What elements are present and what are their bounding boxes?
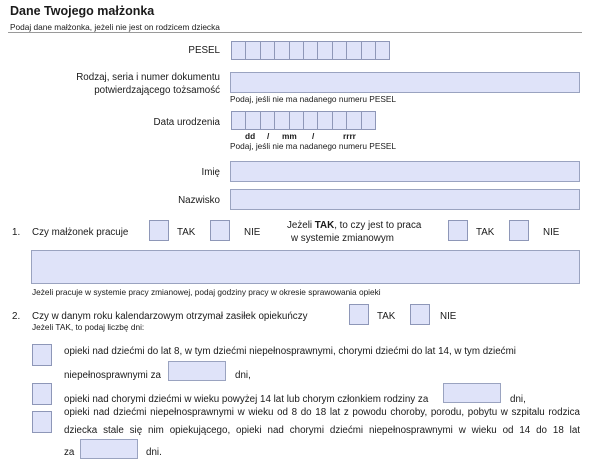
last-name-label: Nazwisko — [178, 195, 220, 206]
q1-shift-question-line2: w systemie zmianowym — [291, 233, 394, 244]
q1-shift-yes-label: TAK — [476, 227, 495, 238]
q1-shift-no-checkbox[interactable] — [509, 220, 529, 241]
q1-question: Czy małżonek pracuje — [32, 227, 129, 238]
birth-date-cell[interactable] — [289, 111, 304, 130]
doc-label-line2: potwierdzającego tożsamość — [94, 85, 220, 96]
pesel-cell[interactable] — [303, 41, 318, 60]
pesel-label: PESEL — [188, 45, 220, 56]
q2-option1-days-input[interactable] — [168, 361, 226, 381]
birth-date-cell[interactable] — [346, 111, 361, 130]
q2-option1-text-line2: niepełnosprawnymi za — [64, 370, 161, 381]
work-hours-input[interactable] — [31, 250, 580, 284]
q2-option2-text: opieki nad chorymi dziećmi w wieku powyżej 14 lat lub chorym członkiem rodziny za — [64, 394, 429, 405]
rrrr-hint: rrrr — [343, 131, 356, 141]
pesel-input[interactable] — [231, 41, 389, 60]
q2-no-label: NIE — [440, 311, 457, 322]
doc-hint: Podaj, jeśli nie ma nadanego numeru PESEL — [230, 94, 397, 104]
pesel-cell[interactable] — [260, 41, 275, 60]
q2-yes-checkbox[interactable] — [349, 304, 369, 325]
q2-number: 2. — [12, 311, 21, 322]
date-separator: / — [312, 131, 315, 141]
q2-option3-text-line3: za — [64, 447, 75, 458]
doc-label-line1: Rodzaj, seria i numer dokumentu — [76, 72, 220, 83]
q1-hint: Jeżeli pracuje w systemie pracy zmianowej, podaj godziny pracy w okresie sprawowania opieki — [32, 287, 381, 297]
section-subtitle: Podaj dane małżonka, jeżeli nie jest on rodzicem dziecka — [10, 22, 220, 32]
last-name-input[interactable] — [230, 189, 580, 210]
birth-date-cell[interactable] — [332, 111, 347, 130]
section-title: Dane Twojego małżonka — [10, 4, 155, 18]
birth-date-cell[interactable] — [231, 111, 246, 130]
q2-yes-label: TAK — [377, 311, 396, 322]
q1-no-checkbox[interactable] — [210, 220, 230, 241]
date-separator: / — [267, 131, 270, 141]
pesel-cell[interactable] — [274, 41, 289, 60]
first-name-input[interactable] — [230, 161, 580, 182]
pesel-cell[interactable] — [231, 41, 246, 60]
pesel-cell[interactable] — [361, 41, 376, 60]
pesel-cell[interactable] — [245, 41, 260, 60]
q1-shift-question: Jeżeli TAK, to czy jest to praca — [287, 220, 422, 231]
q2-option1-days-label: dni, — [235, 370, 251, 381]
mm-hint: mm — [282, 131, 297, 141]
q2-option3-days-label: dni. — [146, 447, 162, 458]
first-name-label: Imię — [201, 167, 220, 178]
birth-hint: Podaj, jeśli nie ma nadanego numeru PESEL — [230, 141, 397, 151]
birth-date-cell[interactable] — [260, 111, 275, 130]
divider — [8, 32, 582, 33]
q2-option2-days-label: dni, — [510, 394, 526, 405]
q2-option3-text: opieki nad dziećmi niepełnosprawnymi w wieku od 8 do 18 lat z powodu choroby, porodu, pobytu w szpitalu rodzica — [64, 407, 580, 418]
birth-date-cell[interactable] — [361, 111, 376, 130]
pesel-cell[interactable] — [289, 41, 304, 60]
q2-option3-text-line2: dziecka stale się nim opiekującego, opieki nad chorymi dziećmi niepełnosprawnymi w wieku od 14 do 18 lat — [64, 425, 580, 436]
birth-date-cell[interactable] — [303, 111, 318, 130]
pesel-cell[interactable] — [375, 41, 390, 60]
q2-option1-text: opieki nad dziećmi do lat 8, w tym dziećmi niepełnosprawnymi, chorymi dziećmi do lat 14, w tym dziećmi — [64, 346, 516, 357]
birth-date-input[interactable] — [231, 111, 375, 130]
q2-option2-checkbox[interactable] — [32, 383, 52, 405]
birth-date-cell[interactable] — [274, 111, 289, 130]
q2-question: Czy w danym roku kalendarzowym otrzymał zasiłek opiekuńczy — [32, 311, 308, 322]
q2-option1-checkbox[interactable] — [32, 344, 52, 366]
pesel-cell[interactable] — [332, 41, 347, 60]
q1-shift-yes-checkbox[interactable] — [448, 220, 468, 241]
q2-option3-days-input[interactable] — [80, 439, 138, 459]
q2-option2-days-input[interactable] — [443, 383, 501, 403]
birth-date-label: Data urodzenia — [153, 117, 220, 128]
q2-subtext: Jeżeli TAK, to podaj liczbę dni: — [32, 322, 145, 332]
id-document-input[interactable] — [230, 72, 580, 93]
pesel-cell[interactable] — [346, 41, 361, 60]
birth-date-cell[interactable] — [245, 111, 260, 130]
q1-shift-no-label: NIE — [543, 227, 560, 238]
q2-no-checkbox[interactable] — [410, 304, 430, 325]
q1-no-label: NIE — [244, 227, 261, 238]
q1-yes-label: TAK — [177, 227, 196, 238]
dd-hint: dd — [245, 131, 256, 141]
pesel-cell[interactable] — [317, 41, 332, 60]
q2-option3-checkbox[interactable] — [32, 411, 52, 433]
q1-yes-checkbox[interactable] — [149, 220, 169, 241]
q1-number: 1. — [12, 227, 21, 238]
birth-date-cell[interactable] — [317, 111, 332, 130]
